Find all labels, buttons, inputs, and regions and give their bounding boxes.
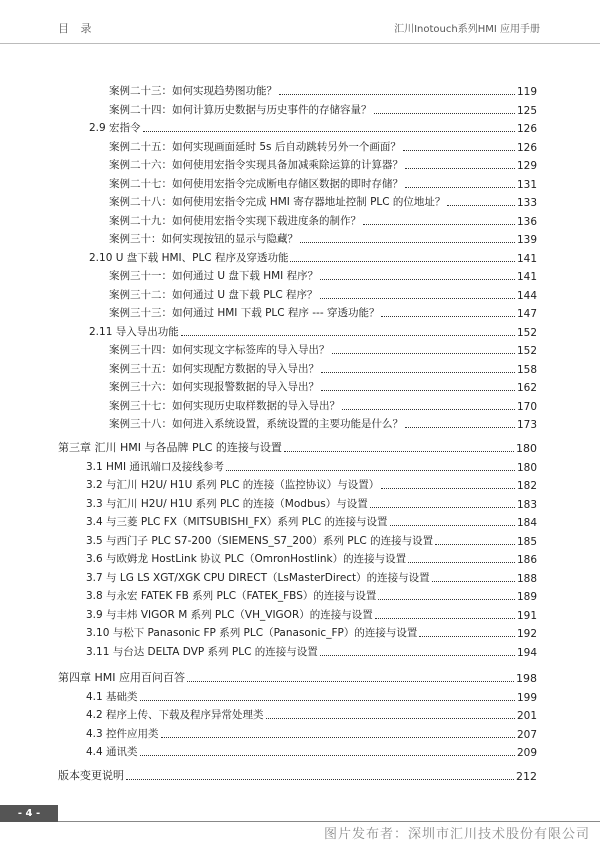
toc-entry[interactable] — [86, 688, 537, 704]
toc-entry[interactable] — [109, 175, 537, 191]
toc-leader-dots — [370, 507, 515, 508]
toc-entry-page: 173 — [516, 419, 537, 431]
toc-entry-title: 版本变更说明 — [58, 769, 124, 782]
toc-leader-dots — [320, 655, 515, 656]
toc-entry-title: 案例三十一：如何通过 U 盘下载 HMI 程序？ — [109, 270, 319, 282]
toc-leader-dots — [290, 261, 514, 262]
toc-leader-dots — [300, 242, 515, 243]
toc-entry-page: 192 — [516, 628, 537, 640]
toc-leader-dots — [320, 279, 515, 280]
toc-entry-page: 126 — [516, 141, 537, 154]
toc-leader-dots — [378, 599, 515, 600]
toc-entry[interactable] — [86, 513, 537, 529]
toc-entry[interactable] — [86, 606, 537, 622]
toc-entry-title: 案例二十七：如何使用宏指令完成断电存储区数据的即时存储？ — [109, 177, 403, 190]
toc-leader-dots — [390, 525, 515, 526]
toc-leader-dots — [332, 353, 515, 354]
toc-entry[interactable] — [109, 230, 537, 246]
toc-entry-page: 162 — [516, 382, 537, 394]
toc-entry-title: 3.4 与三菱 PLC FX（MITSUBISHI_FX）系列 PLC 的连接与设置 — [86, 516, 388, 528]
toc-entry[interactable] — [109, 138, 537, 154]
toc-entry-title: 3.10 与松下 Panasonic FP 系列 PLC（Panasonic_FP）的连接与设置 — [86, 627, 418, 639]
toc-entry-page: 126 — [516, 123, 537, 135]
toc-leader-dots — [405, 168, 515, 169]
toc-entry-page: 119 — [516, 86, 537, 98]
toc-entry-title: 2.9 宏指令 — [89, 122, 141, 134]
toc-entry[interactable] — [109, 82, 537, 98]
toc-entry-page: 189 — [516, 591, 537, 603]
toc-entry[interactable] — [86, 532, 537, 548]
toc-entry-page: 186 — [516, 554, 537, 566]
toc-leader-dots — [279, 94, 515, 95]
header-manual-title: 汇川Inotouch系列HMI 应用手册 — [394, 24, 540, 35]
toc-leader-dots — [435, 544, 515, 545]
toc-entry-page: 212 — [516, 770, 537, 783]
toc-entry-title: 案例三十六：如何实现报警数据的导入导出？ — [109, 381, 319, 393]
toc-entry-title: 3.5 与西门子 PLC S7-200（SIEMENS_S7_200）系列 PLC 的连接与设置 — [86, 534, 434, 547]
toc-entry-page: 170 — [516, 400, 537, 413]
toc-leader-dots — [187, 681, 514, 682]
toc-entry-page: 209 — [516, 747, 537, 759]
toc-entry-page: 136 — [516, 215, 537, 228]
toc-entry[interactable] — [109, 304, 537, 320]
header-section-title: 目 录 — [58, 22, 96, 35]
toc-entry-title: 3.8 与永宏 FATEK FB 系列 PLC（FATEK_FBS）的连接与设置 — [86, 590, 377, 602]
toc-leader-dots — [419, 636, 515, 637]
toc-entry[interactable] — [86, 458, 537, 474]
toc-entry-title: 案例二十六：如何使用宏指令实现具备加减乘除运算的计算器？ — [109, 159, 403, 171]
toc-entry-title: 2.11 导入导出功能 — [89, 325, 179, 338]
toc-entry[interactable] — [86, 643, 537, 659]
toc-entry[interactable] — [86, 624, 537, 640]
toc-entry-page: 139 — [516, 234, 537, 246]
toc-entry[interactable] — [109, 286, 537, 302]
toc-entry-title: 4.1 基础类 — [86, 690, 138, 703]
toc-entry-title: 案例二十九：如何使用宏指令实现下载进度条的制作？ — [109, 214, 361, 227]
toc-entry[interactable] — [86, 495, 537, 511]
toc-entry-page: 147 — [516, 308, 537, 320]
toc-entry-page: 184 — [516, 517, 537, 529]
toc-entry-page: 180 — [516, 442, 537, 455]
toc-leader-dots — [381, 488, 515, 489]
toc-leader-dots — [126, 779, 514, 780]
toc-entry[interactable] — [109, 378, 537, 394]
toc-entry[interactable] — [109, 415, 537, 431]
toc-leader-dots — [432, 581, 515, 582]
toc-entry[interactable] — [89, 249, 537, 265]
footer-divider — [58, 821, 600, 822]
toc-entry-title: 3.9 与丰炜 VIGOR M 系列 PLC（VH_VIGOR）的连接与设置 — [86, 608, 373, 621]
toc-entry[interactable] — [86, 569, 537, 585]
toc-entry-page: 152 — [516, 326, 537, 339]
toc-leader-dots — [284, 451, 514, 452]
toc-entry[interactable] — [89, 119, 537, 135]
toc-entry-title: 4.2 程序上传、下载及程序异常处理类 — [86, 709, 264, 721]
toc-entry-page: 152 — [516, 345, 537, 357]
toc-entry-page: 185 — [516, 535, 537, 548]
toc-leader-dots — [374, 113, 515, 114]
toc-entry-title: 案例三十五：如何实现配方数据的导入导出？ — [109, 362, 319, 375]
toc-entry-title: 3.2 与汇川 H2U/ H1U 系列 PLC 的连接（监控协议）与设置） — [86, 479, 380, 491]
toc-entry-page: 125 — [516, 104, 537, 117]
toc-entry[interactable] — [109, 360, 537, 376]
toc-entry[interactable] — [58, 669, 537, 685]
toc-entry[interactable] — [58, 767, 537, 783]
toc-entry-page: 180 — [516, 461, 537, 474]
toc-entry-title: 案例三十二：如何通过 U 盘下载 PLC 程序？ — [109, 288, 318, 301]
toc-leader-dots — [447, 205, 515, 206]
toc-entry-title: 第三章 汇川 HMI 与各品牌 PLC 的连接与设置 — [58, 441, 282, 454]
toc-leader-dots — [342, 409, 515, 410]
toc-entry-title: 案例二十五：如何实现画面延时 5s 后自动跳转另外一个画面？ — [109, 140, 401, 153]
toc-leader-dots — [363, 224, 515, 225]
toc-entry-title: 3.6 与欧姆龙 HostLink 协议 PLC（OmronHostlink）的连接与设置 — [86, 553, 407, 565]
toc-entry-page: 141 — [516, 271, 537, 283]
toc-entry[interactable] — [109, 193, 537, 209]
toc-entry-page: 183 — [516, 498, 537, 511]
toc-entry[interactable] — [109, 341, 537, 357]
toc-entry[interactable] — [109, 101, 537, 117]
toc-entry-title: 3.1 HMI 通讯端口及接线参考 — [86, 460, 224, 473]
toc-entry-title: 案例三十八：如何进入系统设置，系统设置的主要功能是什么？ — [109, 418, 403, 430]
toc-entry-title: 案例二十四：如何计算历史数据与历史事件的存储容量？ — [109, 103, 372, 116]
toc-leader-dots — [140, 755, 515, 756]
toc-entry[interactable] — [86, 587, 537, 603]
toc-leader-dots — [320, 298, 515, 299]
toc-entry-page: 191 — [516, 609, 537, 622]
toc-leader-dots — [321, 372, 515, 373]
publisher-watermark: 图片发布者：深圳市汇川技术股份有限公司 — [323, 827, 590, 842]
toc-entry[interactable] — [86, 550, 537, 566]
toc-leader-dots — [408, 562, 515, 563]
toc-leader-dots — [381, 316, 514, 317]
toc-entry-title: 案例二十三：如何实现趋势图功能？ — [109, 85, 277, 97]
toc-leader-dots — [226, 470, 515, 471]
toc-entry[interactable] — [86, 476, 537, 492]
page-header — [0, 0, 600, 44]
toc-entry-title: 第四章 HMI 应用百问百答 — [58, 671, 185, 684]
toc-leader-dots — [181, 335, 515, 336]
toc-entry[interactable] — [109, 267, 537, 283]
toc-entry[interactable] — [86, 706, 537, 722]
toc-entry[interactable] — [109, 397, 537, 413]
toc-entry-page: 199 — [516, 691, 537, 704]
toc-entry[interactable] — [58, 439, 537, 455]
toc-entry-page: 207 — [516, 728, 537, 741]
toc-entry-title: 4.3 控件应用类 — [86, 727, 159, 740]
toc-entry-page: 158 — [516, 363, 537, 376]
toc-entry-title: 4.4 通讯类 — [86, 746, 138, 758]
toc-leader-dots — [375, 618, 515, 619]
toc-entry-title: 案例二十八：如何使用宏指令完成 HMI 寄存器地址控制 PLC 的位地址？ — [109, 196, 446, 208]
toc-entry-page: 144 — [516, 289, 537, 302]
toc-entry[interactable] — [86, 725, 537, 741]
toc-entry-title: 3.7 与 LG LS XGT/XGK CPU DIRECT（LsMasterDirect）的连接与设置 — [86, 571, 430, 584]
toc-entry[interactable] — [89, 323, 537, 339]
toc-entry-title: 3.11 与台达 DELTA DVP 系列 PLC 的连接与设置 — [86, 645, 318, 658]
toc-leader-dots — [266, 718, 515, 719]
toc-entry-page: 141 — [516, 252, 537, 265]
toc-entry[interactable] — [109, 156, 537, 172]
toc-leader-dots — [140, 700, 515, 701]
toc-entry-title: 2.10 U 盘下载 HMI、PLC 程序及穿透功能 — [89, 251, 289, 264]
toc-leader-dots — [403, 150, 515, 151]
toc-entry-page: 133 — [516, 197, 537, 209]
toc-entry[interactable] — [109, 212, 537, 228]
toc-entry-page: 129 — [516, 160, 537, 172]
toc-leader-dots — [321, 390, 515, 391]
toc-entry[interactable] — [86, 743, 537, 759]
toc-leader-dots — [405, 187, 515, 188]
toc-leader-dots — [143, 131, 515, 132]
toc-entry-title: 案例三十三：如何通过 HMI 下载 PLC 程序 --- 穿透功能？ — [109, 307, 380, 319]
toc-entry-page: 201 — [516, 710, 537, 722]
toc-entry-title: 3.3 与汇川 H2U/ H1U 系列 PLC 的连接（Modbus）与设置 — [86, 497, 368, 510]
toc-entry-title: 案例三十四：如何实现文字标签库的导入导出？ — [109, 344, 330, 356]
page-number: - 4 - — [0, 805, 58, 822]
toc-entry-page: 182 — [516, 480, 537, 492]
toc-entry-title: 案例三十：如何实现按钮的显示与隐藏？ — [109, 233, 298, 245]
toc-entry-title: 案例三十七：如何实现历史取样数据的导入导出？ — [109, 399, 340, 412]
toc-entry-page: 131 — [516, 178, 537, 191]
toc-entry-page: 188 — [516, 572, 537, 585]
toc-entry-page: 194 — [516, 646, 537, 659]
toc-leader-dots — [161, 737, 515, 738]
toc-leader-dots — [405, 427, 515, 428]
toc-entry-page: 198 — [516, 672, 537, 685]
